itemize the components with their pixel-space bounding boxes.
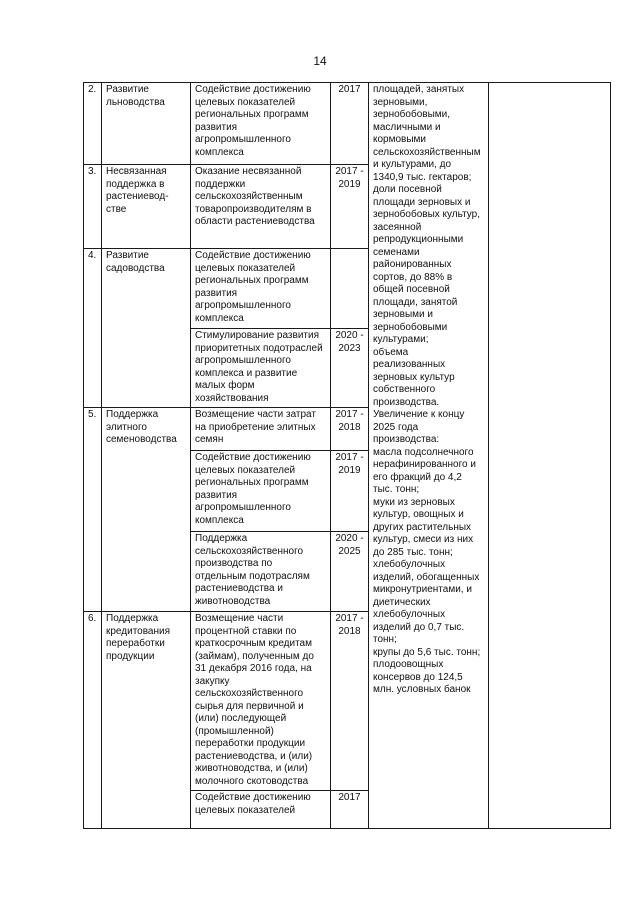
measure-years: 2020 - 2023: [331, 329, 369, 408]
row-number: 2.: [84, 83, 102, 165]
measure-years: 2017 - 2019: [331, 451, 369, 532]
measure-years: 2017: [331, 83, 369, 165]
measure-text: Содействие достижению целевых показателей региональных программ развития агропромышленного комплекса: [191, 451, 331, 532]
empty-column: [489, 83, 611, 829]
expected-results: площадей, занятых зерновыми, зернобобовыми, масличными и кормовыми сельскохозяйственным и культурами, до 1340,9 тыс. гектаров; доли посевной площади зерновых и зернобобовых культур, засеянной репродукционными семенами районированных сортов, до 88% в общей посевной площади, занятой зерновыми и зернобобовыми культурами; объема реализованных зерновых культур собственного производства. Увеличение к концу 2025 года производства: масла подсолнечного нерафинированного и его фракций до 4,2 тыс. тонн; муки из зерновых культур, овощных и других растительных культур, смеси из них до 285 тыс. тонн; хлебобулочных изделий, обогащенных микронутриентами, и диетических хлебобулочных изделий до 0,7 тыс. тонн; крупы до 5,6 тыс. тонн; плодоовощных консервов до 124,5 млн. условных банок: [369, 83, 489, 829]
measure-text: Поддержка сельскохозяйственного производства по отдельным подотраслям растениеводства и животноводства: [191, 532, 331, 612]
measure-years: 2017 - 2018: [331, 612, 369, 791]
measure-years: 2017 - 2018: [331, 408, 369, 451]
activity-name: Несвязанная поддержка в растениевод- стве: [102, 165, 191, 249]
page-number: 14: [313, 54, 327, 68]
measure-text: Содействие достижению целевых показателей: [191, 791, 331, 829]
measure-years: 2017: [331, 791, 369, 829]
measure-years: 2020 - 2025: [331, 532, 369, 612]
measure-text: Возмещение части затрат на приобретение элитных семян: [191, 408, 331, 451]
measure-text: Оказание несвязанной поддержки сельскохозяйственным товаропроизводителям в области растениеводства: [191, 165, 331, 249]
program-table: [83, 82, 611, 829]
activity-name: Поддержка кредитования переработки продукции: [102, 612, 191, 829]
row-number: 3.: [84, 165, 102, 249]
activity-name: Развитие льноводства: [102, 83, 191, 165]
measure-text: Содействие достижению целевых показателей региональных программ развития агропромышленного комплекса: [191, 249, 331, 329]
activity-name: Поддержка элитного семеноводства: [102, 408, 191, 612]
row-number: 6.: [84, 612, 102, 829]
row-number: 4.: [84, 249, 102, 408]
measure-years: [331, 249, 369, 329]
measure-years: 2017 - 2019: [331, 165, 369, 249]
measure-text: Стимулирование развития приоритетных подотраслей агропромышленного комплекса и развитие малых форм хозяйствования: [191, 329, 331, 408]
row-number: 5.: [84, 408, 102, 612]
activity-name: Развитие садоводства: [102, 249, 191, 408]
table-row: [84, 83, 611, 165]
measure-text: Содействие достижению целевых показателей региональных программ развития агропромышленного комплекса: [191, 83, 331, 165]
measure-text: Возмещение части процентной ставки по краткосрочным кредитам (займам), полученным до 31 декабря 2016 года, на закупку сельскохозяйственного сырья для первичной и (или) последующей (промышленной) переработки продукции растениеводства, и (или) животноводства, и (или) молочного скотоводства: [191, 612, 331, 791]
